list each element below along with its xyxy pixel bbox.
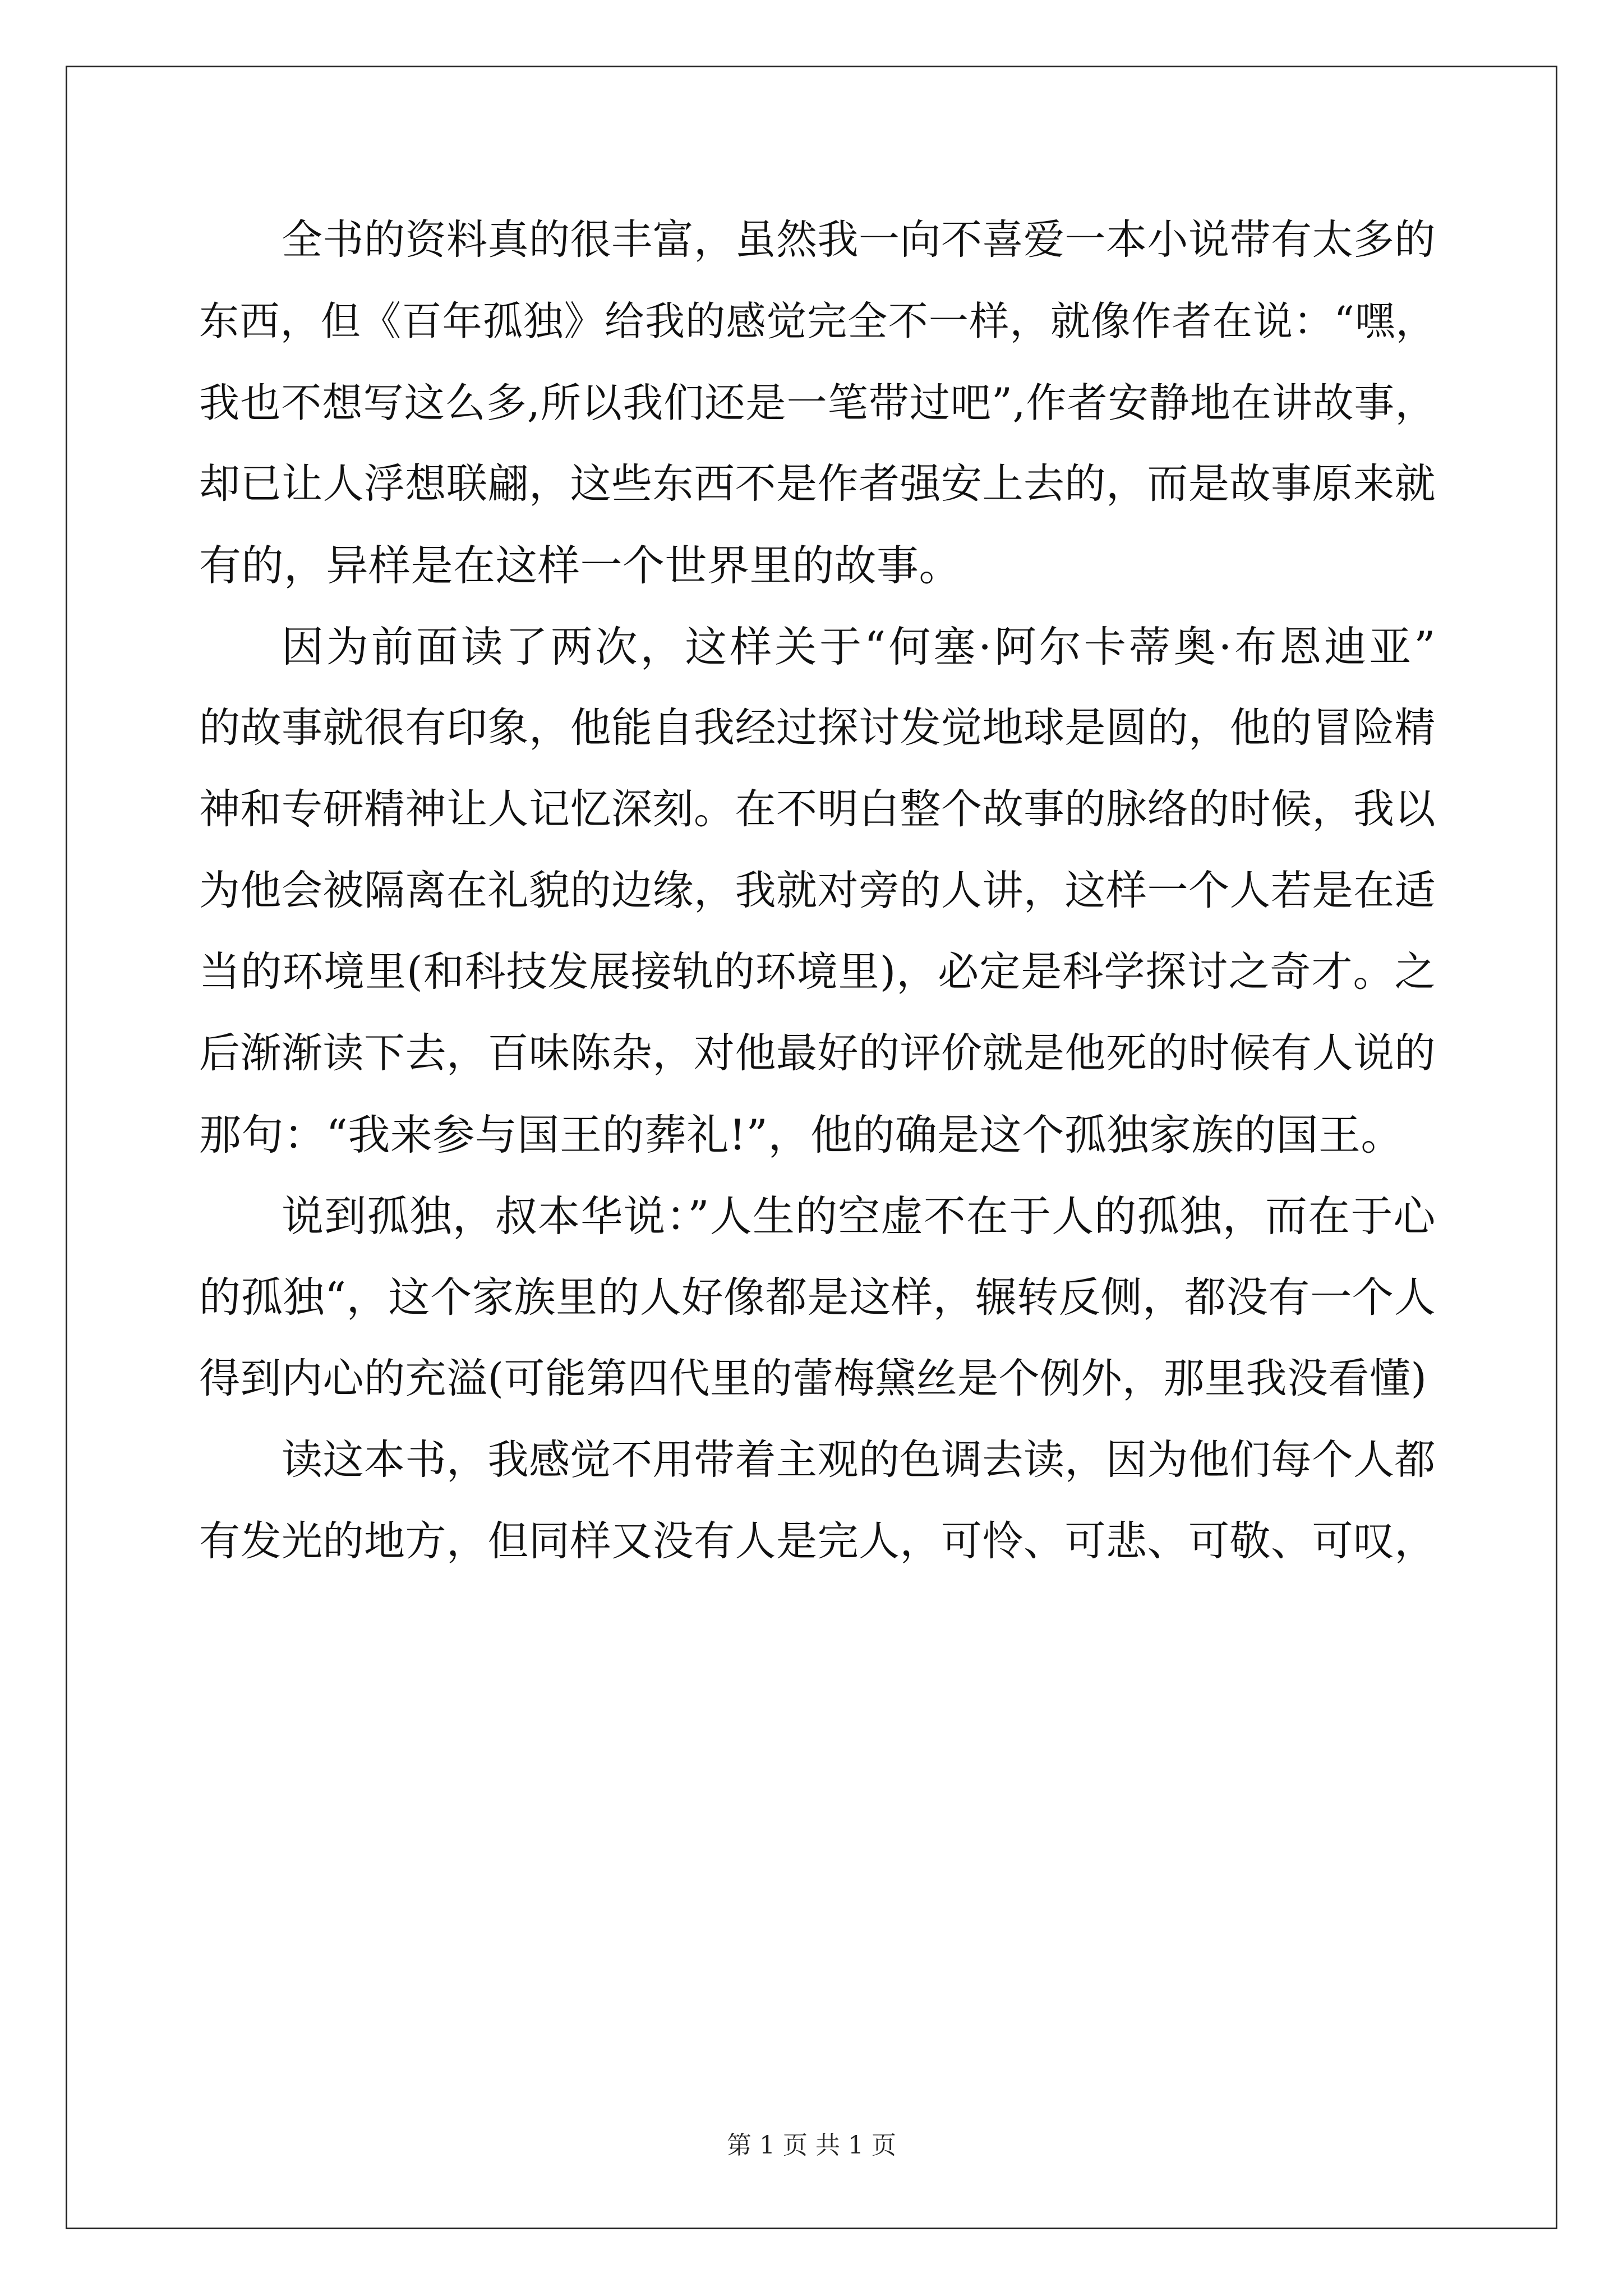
text-line: 说到孤独，叔本华说：”人生的空虚不在于人的孤独，而在于心 (282, 1191, 1436, 1241)
text-line: 读这本书，我感觉不用带着主观的色调去读，因为他们每个人都 (282, 1436, 1436, 1484)
text-line: 的孤独“，这个家族里的人好像都是这样，辗转反侧，都没有一个人 (199, 1273, 1436, 1322)
text-line: 有的，异样是在这样一个世界里的故事。 (199, 541, 962, 590)
text-line: 东西，但《百年孤独》给我的感觉完全不一样，就像作者在说：“嘿， (199, 298, 1436, 344)
text-line: 的故事就很有印象，他能自我经过探讨发觉地球是圆的，他的冒险精 (199, 704, 1436, 752)
text-line: 为他会被隔离在礼貌的边缘，我就对旁的人讲，这样一个人若是在适 (199, 867, 1436, 914)
text-line: 全书的资料真的很丰富，虽然我一向不喜爱一本小说带有太多的 (282, 216, 1436, 264)
text-line: 得到内心的充溢(可能第四代里的蕾梅黛丝是个例外，那里我没看懂) (199, 1355, 1427, 1402)
text-line: 当的环境里(和科技发展接轨的环境里)，必定是科学探讨之奇才。之 (199, 948, 1436, 996)
text-line: 神和专研精神让人记忆深刻。在不明白整个故事的脉络的时候，我以 (199, 785, 1436, 833)
text-line: 因为前面读了两次，这样关于“何塞·阿尔卡蒂奥·布恩迪亚” (282, 622, 1436, 671)
text-line: 我也不想写这么多,所以我们还是一笔带过吧”,作者安静地在讲故事， (199, 379, 1436, 426)
text-line: 那句：“我来参与国王的葬礼!”，他的确是这个孤独家族的国王。 (199, 1110, 1403, 1159)
text-line: 后渐渐读下去，百味陈杂，对他最好的评价就是他死的时候有人说的 (199, 1029, 1436, 1077)
text-line: 却已让人浮想联翩，这些东西不是作者强安上去的，而是故事原来就 (199, 460, 1436, 508)
page-number-footer: 第 1 页 共 1 页 (727, 2131, 896, 2160)
text-line: 有发光的地方，但同样又没有人是完人，可怜、可悲、可敬、可叹， (199, 1517, 1436, 1565)
